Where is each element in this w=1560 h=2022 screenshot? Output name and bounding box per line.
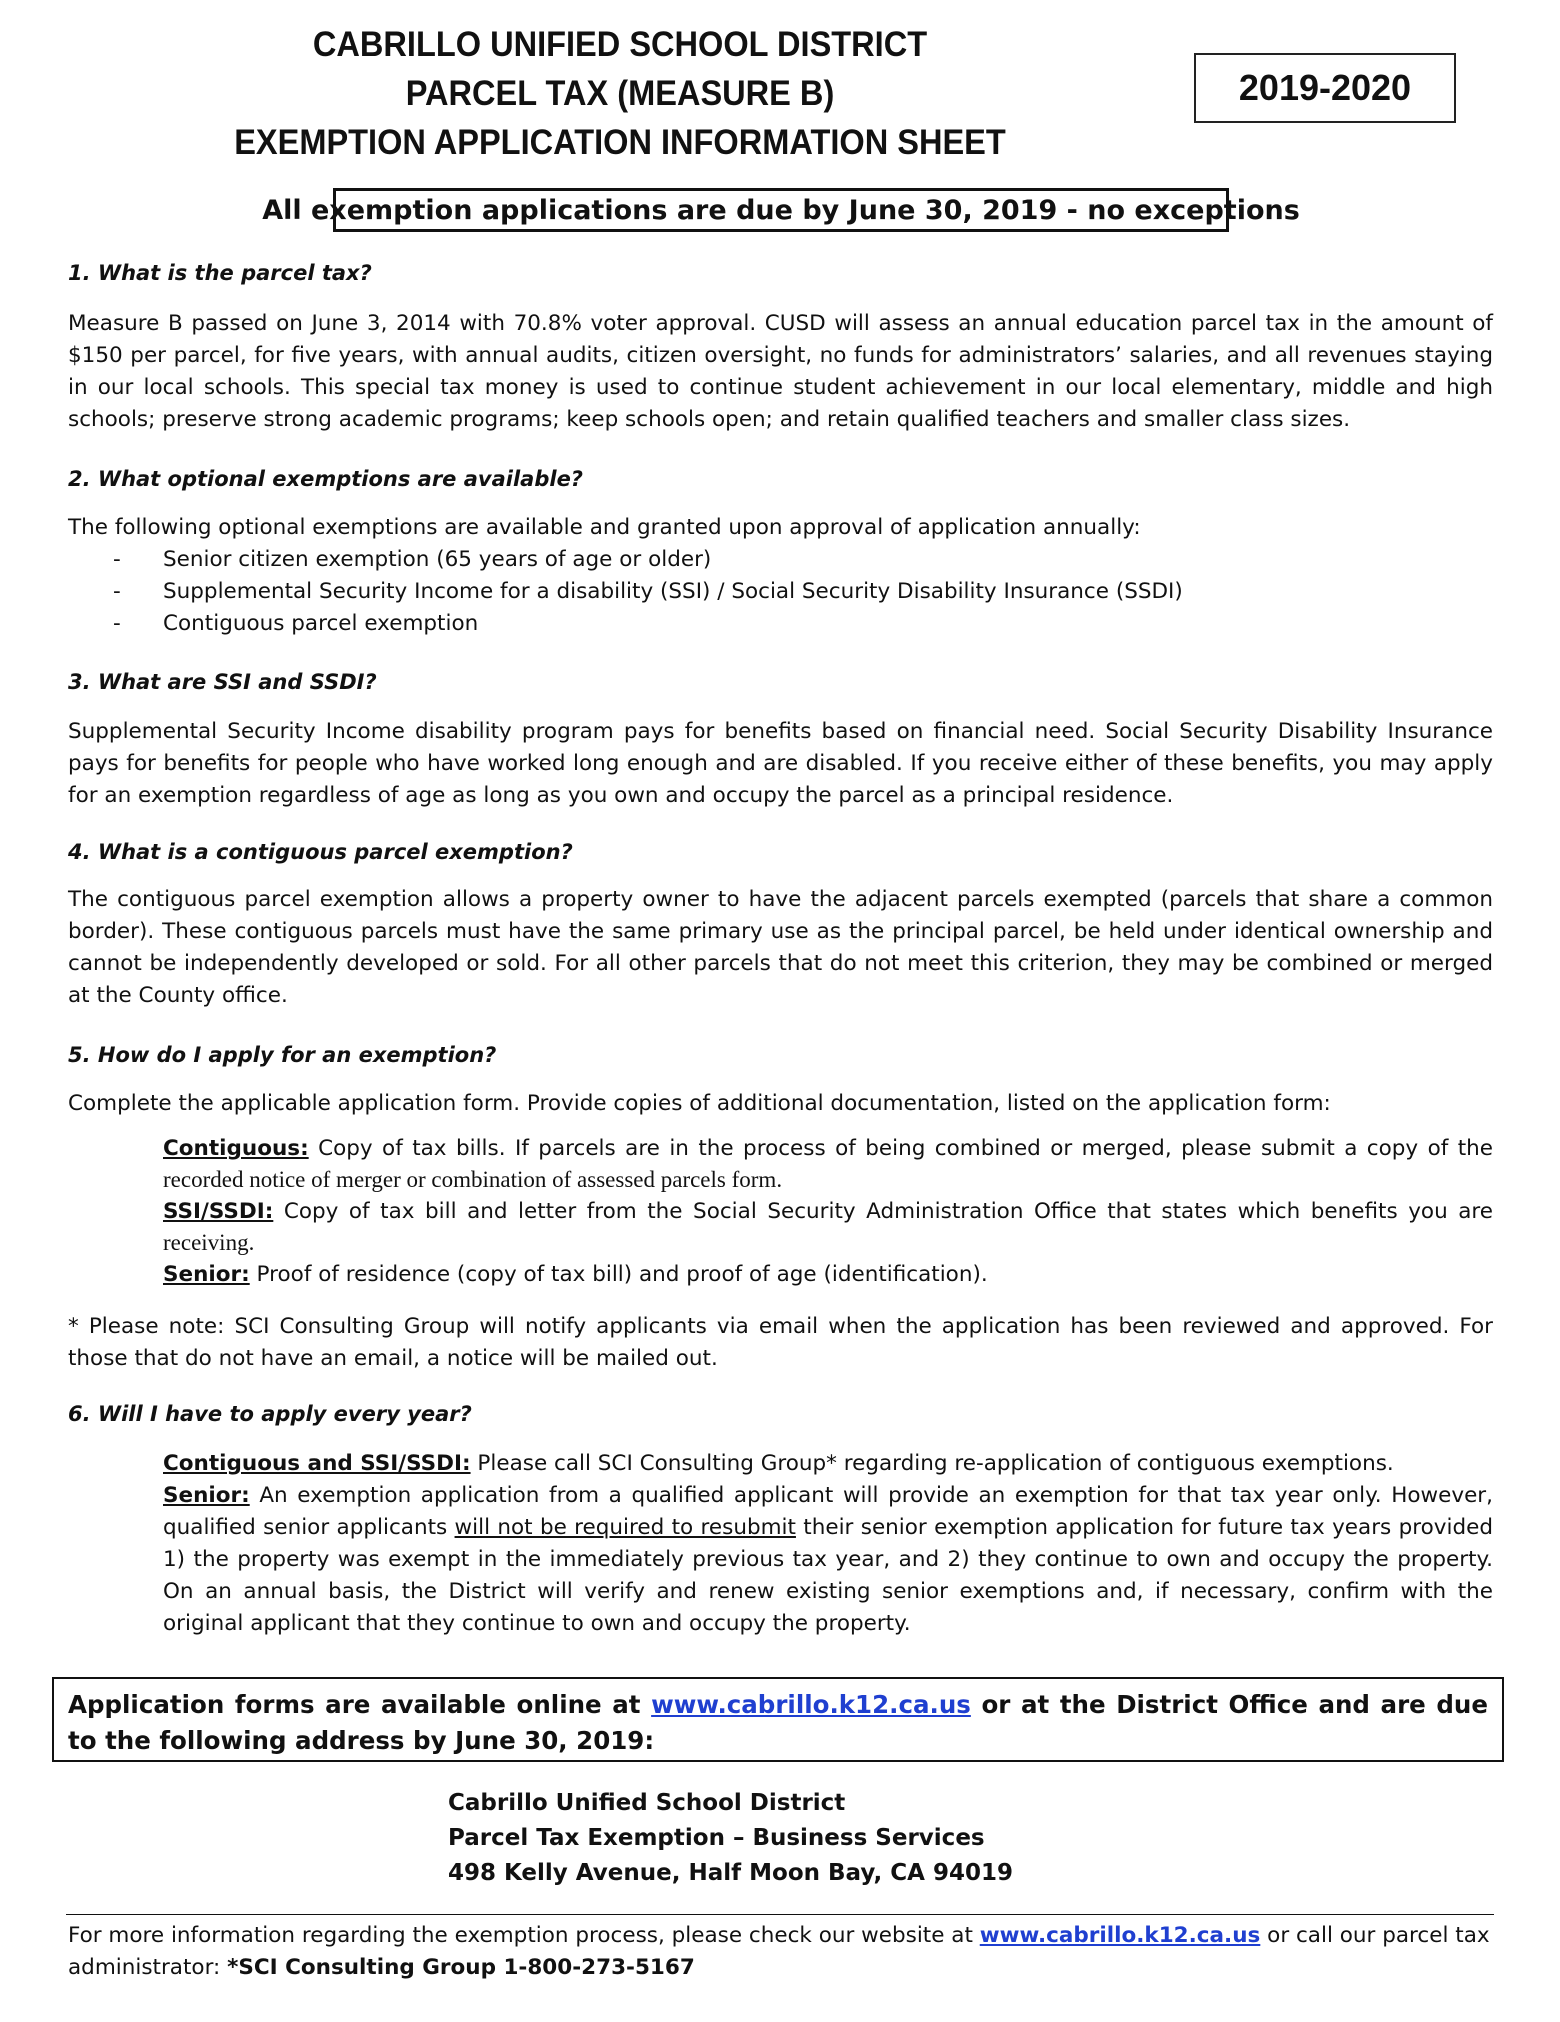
answer-6 xyxy=(163,1448,1493,1640)
year-label: 2019-2020 xyxy=(1238,67,1412,108)
application-callout-box xyxy=(52,1677,1504,1762)
answer-4: The contiguous parcel exemption allows a property owner to have the adjacent parcels exempted (parcels that share a common border). These contiguous parcels must have the same primary use as the principal parcel, be held under identical ownership and cannot be independently developed or sold. For all other parcels that do not meet this criterion, they may be combined or merged at the County office. xyxy=(68,887,1493,1008)
footer-text: For more information regarding the exemption process, please check our website at xyxy=(68,1923,980,1948)
document-title xyxy=(183,20,1057,167)
year-box xyxy=(1194,53,1456,123)
question-3: 3. What are SSI and SSDI? xyxy=(68,670,377,694)
bullet-dash: - xyxy=(113,579,121,604)
list-item-text: Supplemental Security Income for a disability (SSI) / Social Security Disability Insurance (SSDI) xyxy=(163,579,1183,604)
ssi-requirement xyxy=(163,1196,1493,1259)
question-4: 4. What is a contiguous parcel exemption? xyxy=(68,840,573,864)
bullet-dash: - xyxy=(113,611,121,636)
senior-requirement xyxy=(163,1259,1493,1290)
list-item xyxy=(68,608,1368,640)
title-line-2: PARCEL TAX (MEASURE B) xyxy=(405,74,835,113)
contiguous-ssi-reapply xyxy=(163,1448,1493,1480)
title-line-1: CABRILLO UNIFIED SCHOOL DISTRICT xyxy=(312,25,928,64)
footer-contact: *SCI Consulting Group 1-800-273-5167 xyxy=(227,1955,695,1980)
address-line-3: 498 Kelly Avenue, Half Moon Bay, CA 94019 xyxy=(448,1860,1014,1886)
mailing-address xyxy=(448,1786,1013,1891)
note: * Please note: SCI Consulting Group will notify applicants via email when the application has been reviewed and approved. For those that do not have an email, a notice will be mailed out. xyxy=(68,1314,1493,1371)
answer-2-intro: The following optional exemptions are available and granted upon approval of application annually: xyxy=(68,515,1141,540)
footer xyxy=(68,1920,1493,1984)
question-1: 1. What is the parcel tax? xyxy=(68,261,372,285)
answer-1: Measure B passed on June 3, 2014 with 70.8% voter approval. CUSD will assess an annual education parcel tax in the amount of $150 per parcel, for five years, with annual audits, citizen oversight, no funds for administrators’ salaries, and all revenues staying in our local schools. This special tax money is used to continue student achievement in our local elementary, middle and high schools; preserve strong academic programs; keep schools open; and retain qualified teachers and smaller class sizes. xyxy=(68,311,1493,432)
senior-text: An exemption application from a qualified applicant will provide an exemption for that tax year only. However, qualified senior applicants xyxy=(163,1483,1493,1540)
footer-website-link[interactable]: www.cabrillo.k12.ca.us xyxy=(979,1923,1261,1948)
question-5: 5. How do I apply for an exemption? xyxy=(68,1043,497,1067)
answer-5-intro: Complete the applicable application form. Provide copies of additional documentation, listed on the application form: xyxy=(68,1091,1331,1116)
callout-text-continued: or at the District Office and are due to the following address by June 30, 2019: xyxy=(68,1690,1488,1755)
answer-3: Supplemental Security Income disability program pays for benefits based on financial need. Social Security Disability Insurance pays for benefits for people who have worked long enough and are disabled. If you receive either of these benefits, you may apply for an exemption regardless of age as long as you own and occupy the parcel as a principal residence. xyxy=(68,719,1493,808)
senior-text-continued: their senior exemption application for future tax years provided 1) the property was exempt in the immediately previous tax year, and 2) they continue to own and occupy the property. On an annual basis, the District will verify and renew existing senior exemptions and, if necessary, confirm with the original applicant that they continue to own and occupy the property. xyxy=(163,1515,1493,1636)
ssi-text-serif: receiving. xyxy=(163,1230,255,1255)
list-item xyxy=(68,576,1368,608)
senior-text-underlined: will not be required to resubmit xyxy=(454,1515,796,1540)
ssi-text: Copy of tax bill and letter from the Social Security Administration Office that states which benefits you are xyxy=(273,1199,1493,1224)
senior-text: Proof of residence (copy of tax bill) and proof of age (identification). xyxy=(249,1262,988,1287)
senior-label: Senior: xyxy=(163,1483,250,1508)
senior-label: Senior: xyxy=(163,1262,250,1287)
district-website-link[interactable]: www.cabrillo.k12.ca.us xyxy=(651,1690,971,1719)
contig-label: Contiguous and SSI/SSDI: xyxy=(163,1451,471,1476)
list-item-text: Senior citizen exemption (65 years of age or older) xyxy=(163,547,712,572)
due-notice: All exemption applications are due by June 30, 2019 - no exceptions xyxy=(262,194,1300,226)
address-line-2: Parcel Tax Exemption – Business Services xyxy=(448,1825,985,1851)
question-6: 6. Will I have to apply every year? xyxy=(68,1402,472,1426)
callout-text: Application forms are available online at xyxy=(68,1690,652,1719)
address-line-1: Cabrillo Unified School District xyxy=(448,1790,846,1816)
contig-text: Please call SCI Consulting Group* regarding re-application of contiguous exemptions. xyxy=(470,1451,1394,1476)
contiguous-text-serif: recorded notice of merger or combination of assessed parcels form. xyxy=(163,1167,783,1192)
title-line-3: EXEMPTION APPLICATION INFORMATION SHEET xyxy=(234,123,1006,162)
documentation-list xyxy=(163,1133,1493,1290)
question-2: 2. What optional exemptions are available? xyxy=(68,467,583,491)
list-item xyxy=(68,544,1368,576)
list-item-text: Contiguous parcel exemption xyxy=(163,611,479,636)
exemption-list xyxy=(68,544,1368,640)
senior-reapply xyxy=(163,1480,1493,1640)
ssi-label: SSI/SSDI: xyxy=(163,1199,274,1224)
contiguous-label: Contiguous: xyxy=(163,1136,309,1161)
due-notice-box xyxy=(262,188,1300,232)
footer-text-continued: or call our parcel tax administrator: xyxy=(68,1923,1490,1980)
contiguous-requirement xyxy=(163,1133,1493,1196)
contiguous-text: Copy of tax bills. If parcels are in the process of being combined or merged, please submit a copy of the xyxy=(308,1136,1493,1161)
footer-divider xyxy=(66,1914,1494,1915)
bullet-dash: - xyxy=(113,547,121,572)
